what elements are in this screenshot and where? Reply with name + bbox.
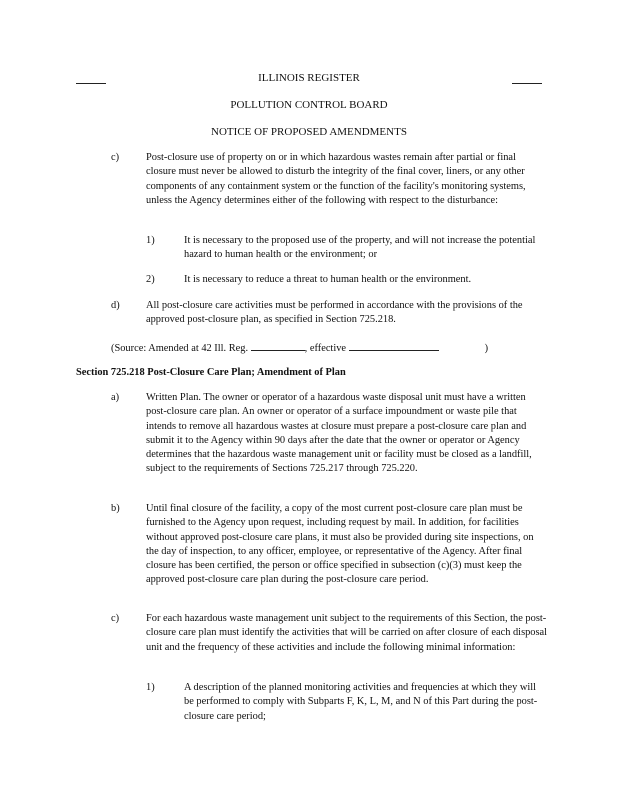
item-label: 1) <box>146 682 155 693</box>
paragraph-text: Post-closure use of property on or in which hazardous wastes remain after partial or final closure must never be allowed to disturb the integrity of the final cover, liners, or any other components of any containment system or the function of the facility's monitoring systems, unless the Agency determines either of the following with respect to the disturbance: <box>146 152 526 206</box>
source-middle: , effective <box>304 343 349 354</box>
section-heading: Section 725.218 Post-Closure Care Plan; Amendment of Plan <box>76 367 346 378</box>
paragraph-label: d) <box>111 300 120 311</box>
item-label: 2) <box>146 274 155 285</box>
source-blank-reg <box>251 340 305 351</box>
paragraph-label: a) <box>111 392 120 403</box>
notice-title: NOTICE OF PROPOSED AMENDMENTS <box>211 126 407 138</box>
source-blank-date <box>349 340 439 351</box>
paragraph-label: b) <box>111 503 120 514</box>
board-title: POLLUTION CONTROL BOARD <box>230 99 388 111</box>
paragraph-label: c) <box>111 152 120 163</box>
paragraph-text: For each hazardous waste management unit subject to the requirements of this Section, the post-closure care plan must identify the activities that will be carried on after closure of each disposal unit and the frequency of these activities and include the following minimal information: <box>146 613 548 653</box>
paragraph-text: Written Plan. The owner or operator of a hazardous waste disposal unit must have a written post-closure care plan. An owner or operator of a surface impoundment or waste pile that intends to remove all hazardous wastes at closure must prepare a post-closure care plan and submit it to the Agency within 90 days after the date that the owner or operator or Agency determines that the hazardous waste management unit or facility must be closed as a landfill, subject to the requirements of Sections 725.217 through 725.220. <box>146 392 532 475</box>
source-line <box>111 340 488 356</box>
source-suffix: ) <box>484 343 489 354</box>
item-text: It is necessary to the proposed use of the property, and will not increase the potential hazard to human health or the environment; or <box>184 235 536 261</box>
paragraph-label: c) <box>111 613 120 624</box>
header-rule-right <box>512 83 542 84</box>
paragraph-text: All post-closure care activities must be performed in accordance with the provisions of the approved post-closure plan, as specified in Section 725.218. <box>146 300 523 326</box>
item-text: A description of the planned monitoring activities and frequencies at which they will be performed to comply with Subparts F, K, L, M, and N of this Part during the post-closure care period; <box>184 682 538 722</box>
source-prefix: (Source: Amended at 42 Ill. Reg. <box>111 343 251 354</box>
register-title: ILLINOIS REGISTER <box>258 72 360 84</box>
paragraph-text: Until final closure of the facility, a copy of the most current post-closure care plan must be furnished to the Agency upon request, including request by mail. In addition, for facilities without approved post-closure care plans, it must also be provided during site inspections, on the day of inspection, to any officer, employee, or representative of the Agency. After final closure has been certified, the person or office specified in subsection (c)(3) must keep the approved post-closure care plan during the post-closure care period. <box>146 503 534 586</box>
item-text: It is necessary to reduce a threat to human health or the environment. <box>184 274 472 285</box>
item-label: 1) <box>146 235 155 246</box>
